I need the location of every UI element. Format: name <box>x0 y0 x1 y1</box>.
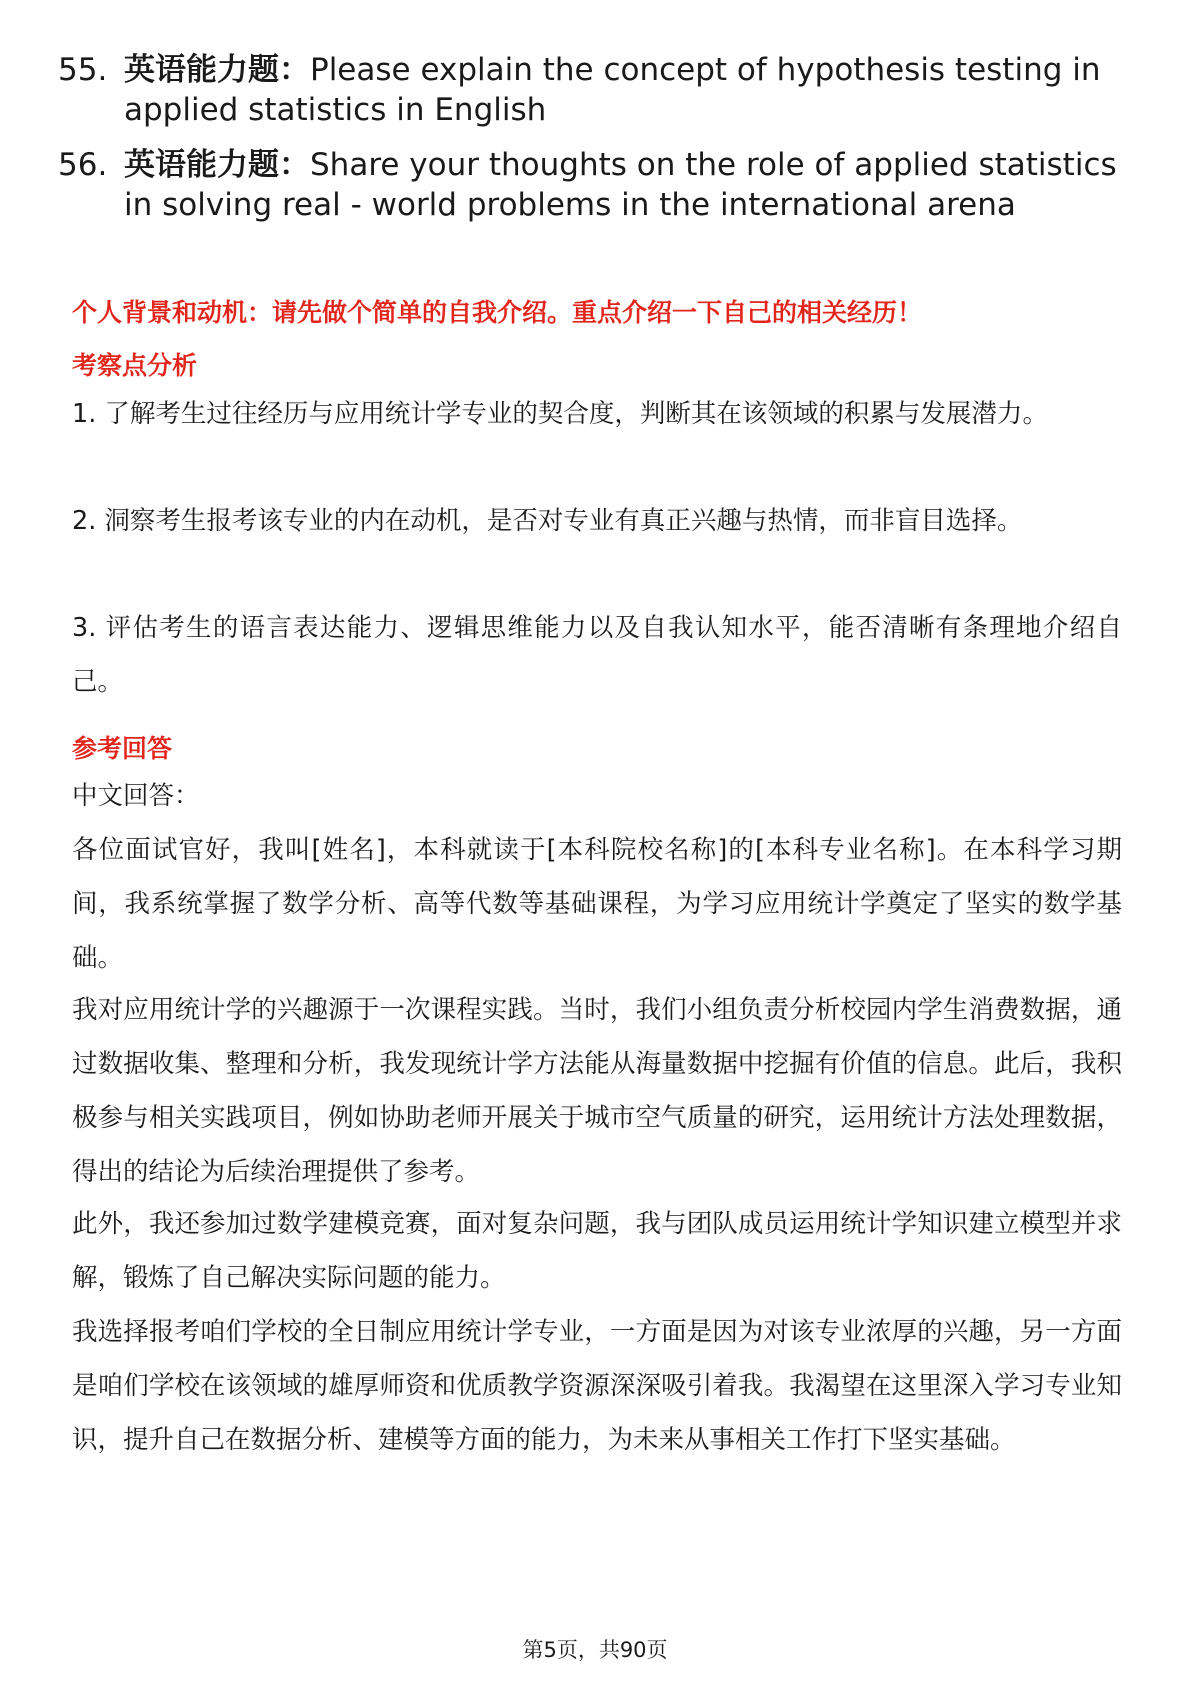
analysis-point: 3. 评估考生的语言表达能力、逻辑思维能力以及自我认知水平，能否清晰有条理地介绍自己。 <box>72 613 1122 697</box>
question-body <box>124 145 1138 225</box>
answer-paragraph: 各位面试官好，我叫[姓名]，本科就读于[本科院校名称]的[本科专业名称]。在本科学习期间，我系统掌握了数学分析、高等代数等基础课程，为学习应用统计学奠定了坚实的数学基础。 <box>72 835 1122 973</box>
question-text: Please explain the concept of hypothesis testing in applied statistics in English <box>124 52 1101 128</box>
answer-label: 中文回答： <box>72 781 200 811</box>
question-number: 56. <box>58 147 108 183</box>
answer-paragraph: 我选择报考咱们学校的全日制应用统计学专业，一方面是因为对该专业浓厚的兴趣，另一方面是咱们学校在该领域的雄厚师资和优质教学资源深深吸引着我。我渴望在这里深入学习专业知识，提升自己在数据分析、建模等方面的能力，为未来从事相关工作打下坚实基础。 <box>72 1317 1122 1455</box>
analysis-point: 1. 了解考生过往经历与应用统计学专业的契合度，判断其在该领域的积累与发展潜力。 <box>72 399 1048 429</box>
section-title: 个人背景和动机：请先做个简单的自我介绍。重点介绍一下自己的相关经历！ <box>72 298 923 327</box>
answer-paragraph: 此外，我还参加过数学建模竞赛，面对复杂问题，我与团队成员运用统计学知识建立模型并求解，锻炼了自己解决实际问题的能力。 <box>72 1209 1122 1293</box>
question-tag: 英语能力题： <box>124 147 310 183</box>
question-body <box>124 50 1138 130</box>
page-number: 第5页，共90页 <box>522 1638 668 1662</box>
analysis-heading: 考察点分析 <box>72 351 198 380</box>
question-number: 55. <box>58 52 108 88</box>
answer-heading: 参考回答 <box>72 734 173 763</box>
question-tag: 英语能力题： <box>124 52 310 88</box>
question-item <box>58 50 1138 130</box>
analysis-point: 2. 洞察考生报考该专业的内在动机，是否对专业有真正兴趣与热情，而非盲目选择。 <box>72 506 1023 536</box>
question-item <box>58 145 1138 225</box>
question-text: Share your thoughts on the role of applied statistics in solving real - world problems in the international arena <box>124 147 1117 223</box>
answer-paragraph: 我对应用统计学的兴趣源于一次课程实践。当时，我们小组负责分析校园内学生消费数据，通过数据收集、整理和分析，我发现统计学方法能从海量数据中挖掘有价值的信息。此后，我积极参与相关实践项目，例如协助老师开展关于城市空气质量的研究，运用统计方法处理数据，得出的结论为后续治理提供了参考。 <box>72 995 1122 1187</box>
